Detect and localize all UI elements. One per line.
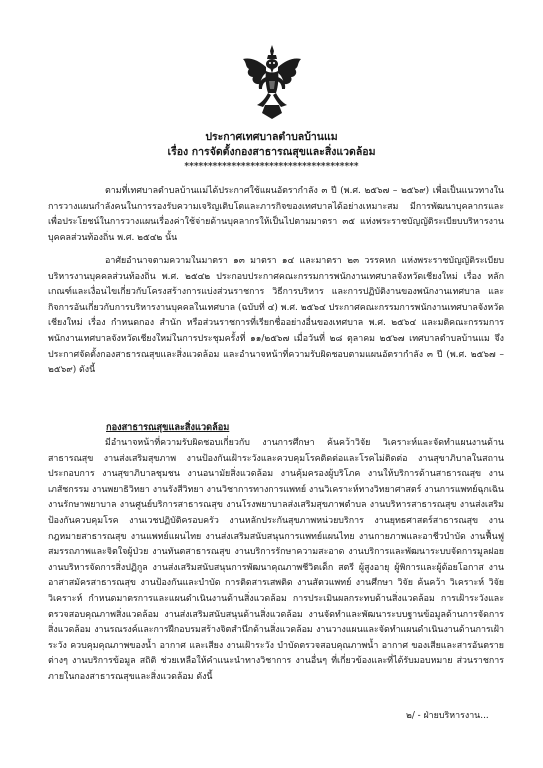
separator-stars: ************************************* bbox=[184, 162, 359, 172]
announcement-title: ประกาศเทศบาลตำบลบ้านแม bbox=[205, 131, 338, 143]
continuation-note: ๒/ - ฝ่ายบริหารงาน... bbox=[406, 711, 489, 721]
paragraph-intro: ตามที่เทศบาลตำบลบ้านแม่ได้ประกาศใช้แผนอัตรากำลัง ๓ ปี (พ.ศ. ๒๕๖๗ – ๒๕๖๙) เพื่อเป็นแนวทางในการวางแผนกำลังคนในการรองรับความเจริญเติบโตและภารกิจของเทศบาลได้อย่างเหมาะสม มีการพัฒนาบุคลากรและเพื่อประโยชน์ในการวางแผนเรื่องค่าใช้จ่ายด้านบุคลากรให้เป็นไปตามมาตรา ๓๕ แห่งพระราชบัญญัติระเบียบบริหารงานบุคคลส่วนท้องถิ่น พ.ศ. ๒๕๔๒ นั้น bbox=[48, 186, 504, 243]
paragraph-duties: มีอำนาจหน้าที่ความรับผิดชอบเกี่ยวกับ งานการศึกษา ค้นคว้าวิจัย วิเคราะห์และจัดทำแผนงานด้านสาธารณสุข งานส่งเสริมสุขภาพ งานป้องกันเฝ้าระวังและควบคุมโรคติดต่อและโรคไม่ติดต่อ งานสุขาภิบาลในสถานประกอบการ งานสุขาภิบาลชุมชน งานอนามัยสิ่งแวดล้อม งานคุ้มครองผู้บริโภค งานให้บริการด้านสาธารณสุข งานเภสัชกรรม งานพยาธิวิทยา งานรังสีวิทยา งานวิชาการทางการแพทย์ งานวิเคราะห์ทางวิทยาศาสตร์ งานการแพทย์ฉุกเฉิน งานรักษาพยาบาล งานศูนย์บริการสาธารณสุข งานโรงพยาบาลส่งเสริมสุขภาพตำบล งานบริหารสาธารณสุข งานส่งเสริมป้องกันควบคุมโรค งานเวชปฏิบัติครอบครัว งานหลักประกันสุขภาพหน่วยบริการ งานยุทธศาสตร์สาธารณสุข งานกฎหมายสาธารณสุข งานแพทย์แผนไทย งานส่งเสริมสนับสนุนการแพทย์แผนไทย งานกายภาพและอาชีวบำบัด งานฟื้นฟูสมรรถภาพและจิตใจผู้ป่วย งานทันตสาธารณสุข งานบริการรักษาความสะอาด งานบริการและพัฒนาระบบจัดการมูลฝอย งานบริหารจัดการสิ่งปฏิกูล งานส่งเสริมสนับสนุนการพัฒนาคุณภาพชีวิตเด็ก สตรี ผู้สูงอายุ ผู้พิการและผู้ด้อยโอกาส งานอาสาสมัครสาธารณสุข งานป้องกันและบำบัด การติดสารเสพติด งานสัตวแพทย์ งานศึกษา วิจัย ค้นคว้า วิเคราะห์ วิจัย วิเคราะห์ กำหนดมาตรการและแผนดำเนินงานด้านสิ่งแวดล้อม การประเมินผลกระทบด้านสิ่งแวดล้อม การเฝ้าระวังและตรวจสอบคุณภาพสิ่งแวดล้อม งานส่งเสริมสนับสนุนด้านสิ่งแวดล้อม งานจัดทำและพัฒนาระบบฐานข้อมูลด้านการจัดการสิ่งแวดล้อม งานรณรงค์และการฝึกอบรมสร้างจิตสำนึกด้านสิ่งแวดล้อม งานวางแผนและจัดทำแผนดำเนินงานด้านการเฝ้าระวัง ควบคุมคุณภาพของน้ำ อากาศ และเสียง งานเฝ้าระวัง บำบัดตรวจสอบคุณภาพน้ำ อากาศ ของเสียและสารอันตรายต่างๆ งานบริการข้อมูล สถิติ ช่วยเหลือให้คำแนะนำทางวิชาการ งานอื่นๆ ที่เกี่ยวข้องและที่ได้รับมอบหมาย ส่วนราชการภายในกองสาธารณสุขและสิ่งแวดล้อม ดังนี้ bbox=[48, 438, 504, 682]
announcement-subject: เรื่อง การจัดตั้งกองสาธารณสุขและสิ่งแวดล้อม bbox=[167, 146, 376, 158]
section-heading: กองสาธารณสุขและสิ่งแวดล้อม bbox=[106, 422, 230, 433]
paragraph-authority: อาศัยอำนาจตามความในมาตรา ๑๓ มาตรา ๑๔ และมาตรา ๒๓ วรรคหก แห่งพระราชบัญญัติระเบียบบริหารงานบุคคลส่วนท้องถิ่น พ.ศ. ๒๕๔๒ ประกอบประกาศคณะกรรมการพนักงานเทศบาลจังหวัดเชียงใหม่ เรื่อง หลักเกณฑ์และเงื่อนไขเกี่ยวกับโครงสร้างการแบ่งส่วนราชการ วิธีการบริหาร และการปฏิบัติงานของพนักงานเทศบาล และกิจการอันเกี่ยวกับการบริหารงานบุคคลในเทศบาล (ฉบับที่ ๔) พ.ศ. ๒๕๖๔ ประกาศคณะกรรมการพนักงานเทศบาลจังหวัดเชียงใหม่ เรื่อง กำหนดกอง สำนัก หรือส่วนราชการที่เรียกชื่ออย่างอื่นของเทศบาล พ.ศ. ๒๕๖๔ และมติคณะกรรมการพนักงานเทศบาลจังหวัดเชียงใหม่ในการประชุมครั้งที่ ๑๑/๒๕๖๗ เมื่อวันที่ ๒๘ ตุลาคม ๒๕๖๗ เทศบาลตำบลบ้านแม จึงประกาศจัดตั้งกองสาธารณสุขและสิ่งแวดล้อม และอำนาจหน้าที่ความรับผิดชอบตามแผนอัตรากำลัง ๓ ปี (พ.ศ. ๒๕๖๗ – ๒๕๖๙) ดังนี้ bbox=[48, 256, 504, 376]
garuda-emblem-icon bbox=[241, 45, 303, 119]
